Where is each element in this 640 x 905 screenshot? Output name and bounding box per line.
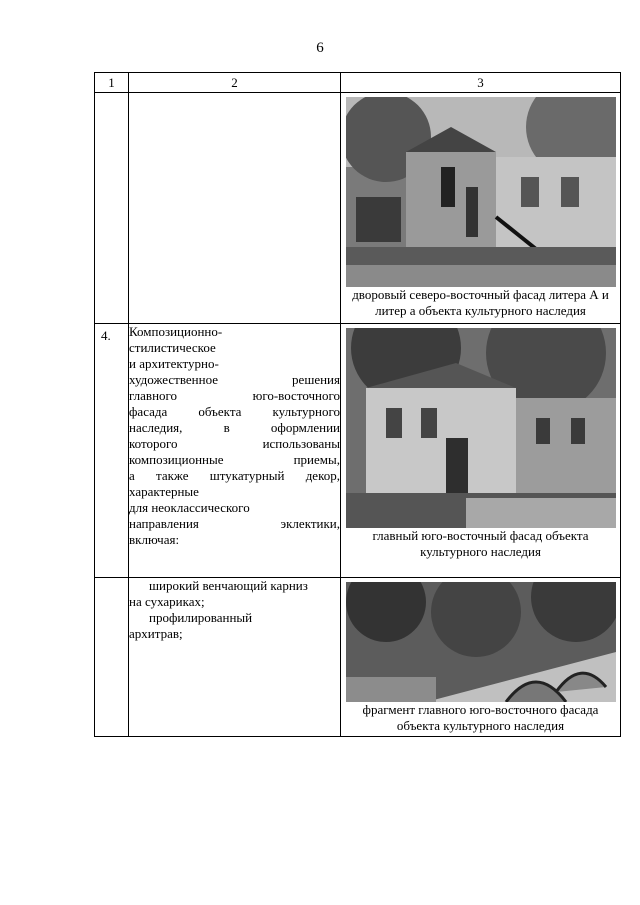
page-number: 6 [316, 40, 324, 56]
row-number [95, 93, 129, 324]
row-number [95, 578, 129, 737]
table-header-row [95, 73, 621, 93]
photo-cell [341, 578, 621, 737]
description-line: стилистическое [129, 340, 216, 355]
header-col-1: 1 [95, 73, 129, 93]
description-line: главного юго-восточного [129, 388, 340, 403]
main-facade-photo [346, 328, 616, 528]
photo-caption: фрагмент главного юго-восточного фасада объекта культурного наследия [362, 702, 599, 733]
photo-cell [341, 324, 621, 578]
description-line: художественное решения [129, 372, 340, 387]
description-line: включая: [129, 532, 180, 547]
description-line: наследия, в оформлении [129, 420, 340, 435]
header-col-2: 2 [129, 73, 341, 93]
courtyard-building-photo [346, 97, 616, 287]
photo-caption: дворовый северо-восточный фасад литера А и литер а объекта культурного наследия [352, 287, 609, 318]
description-line: которого использованы [129, 436, 340, 451]
description-line: композиционные приемы, [129, 452, 340, 467]
row-number: 4. [95, 324, 129, 578]
description-line: для неоклассического [129, 500, 250, 515]
description-line: на сухариках; [129, 594, 205, 609]
table-row [95, 93, 621, 324]
cornice-fragment-photo [346, 582, 616, 702]
description-line: а также штукатурный декор, [129, 468, 340, 483]
description-line: и архитектурно- [129, 356, 219, 371]
table-row [95, 578, 621, 737]
description-line: Композиционно- [129, 324, 223, 339]
description-line: профилированный [149, 610, 253, 625]
photo-caption: главный юго-восточный фасад объекта культурного наследия [372, 528, 589, 559]
row-description [129, 93, 341, 324]
description-line: характерные [129, 484, 199, 499]
heritage-description-table [94, 72, 621, 737]
row-description [129, 324, 341, 578]
row-description [129, 578, 341, 737]
description-line: фасада объекта культурного [129, 404, 340, 419]
description-line: архитрав; [129, 626, 183, 641]
table-row [95, 324, 621, 578]
header-col-3: 3 [341, 73, 621, 93]
description-line: направления эклектики, [129, 516, 340, 531]
description-line: широкий венчающий карниз [149, 578, 308, 593]
photo-cell [341, 93, 621, 324]
